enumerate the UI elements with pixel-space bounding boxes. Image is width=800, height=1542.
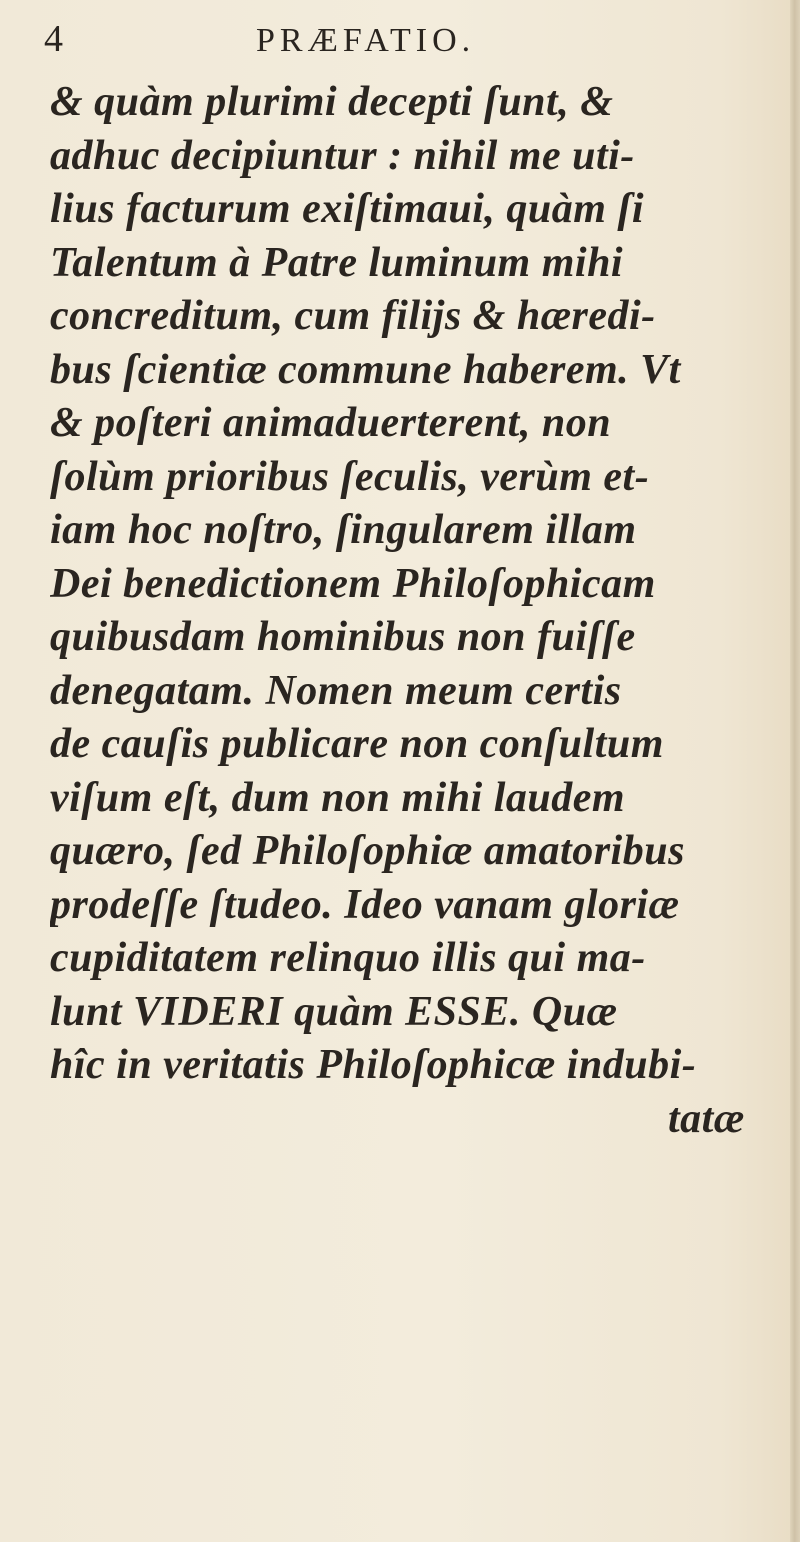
text-line: & poſteri animaduerterent, non <box>50 400 612 446</box>
text-line: cupiditatem relinquo illis qui ma- <box>50 935 646 981</box>
text-line: bus ſcientiæ commune haberem. Vt <box>50 346 681 393</box>
running-title: PRÆFATIO. <box>256 22 476 59</box>
text-line: Dei benedictionem Philoſophicam <box>50 560 656 607</box>
catchword: tatæ <box>668 1095 745 1142</box>
text-line: viſum eſt, dum non mihi laudem <box>50 774 626 821</box>
text-line: ſolùm prioribus ſeculis, verùm et- <box>50 453 650 500</box>
page-number: 4 <box>44 18 63 60</box>
text-line: concreditum, cum filijs & hæredi- <box>50 293 656 339</box>
body-text <box>50 76 795 1146</box>
text-line: lius facturum exiſtimaui, quàm ſi <box>50 186 645 232</box>
text-line: quæro, ſed Philoſophiæ amatoribus <box>50 828 685 874</box>
text-line: Talentum à Patre luminum mihi <box>50 239 624 286</box>
text-line: hîc in veritatis Philoſophicæ indubi- <box>50 1042 697 1088</box>
text-line: iam hoc noſtro, ſingularem illam <box>50 507 637 553</box>
text-line: de cauſis publicare non conſultum <box>50 721 664 767</box>
text-line: adhuc decipiuntur : nihil me uti- <box>50 132 635 179</box>
text-line: quibusdam hominibus non fuiſſe <box>50 614 636 660</box>
text-line: denegatam. Nomen meum certis <box>50 667 622 714</box>
text-line: & quàm plurimi decepti ſunt, & <box>50 79 614 125</box>
text-line: prodeſſe ſtudeo. Ideo vanam gloriæ <box>50 881 680 928</box>
text-line: lunt VIDERI quàm ESSE. Quæ <box>50 988 618 1035</box>
